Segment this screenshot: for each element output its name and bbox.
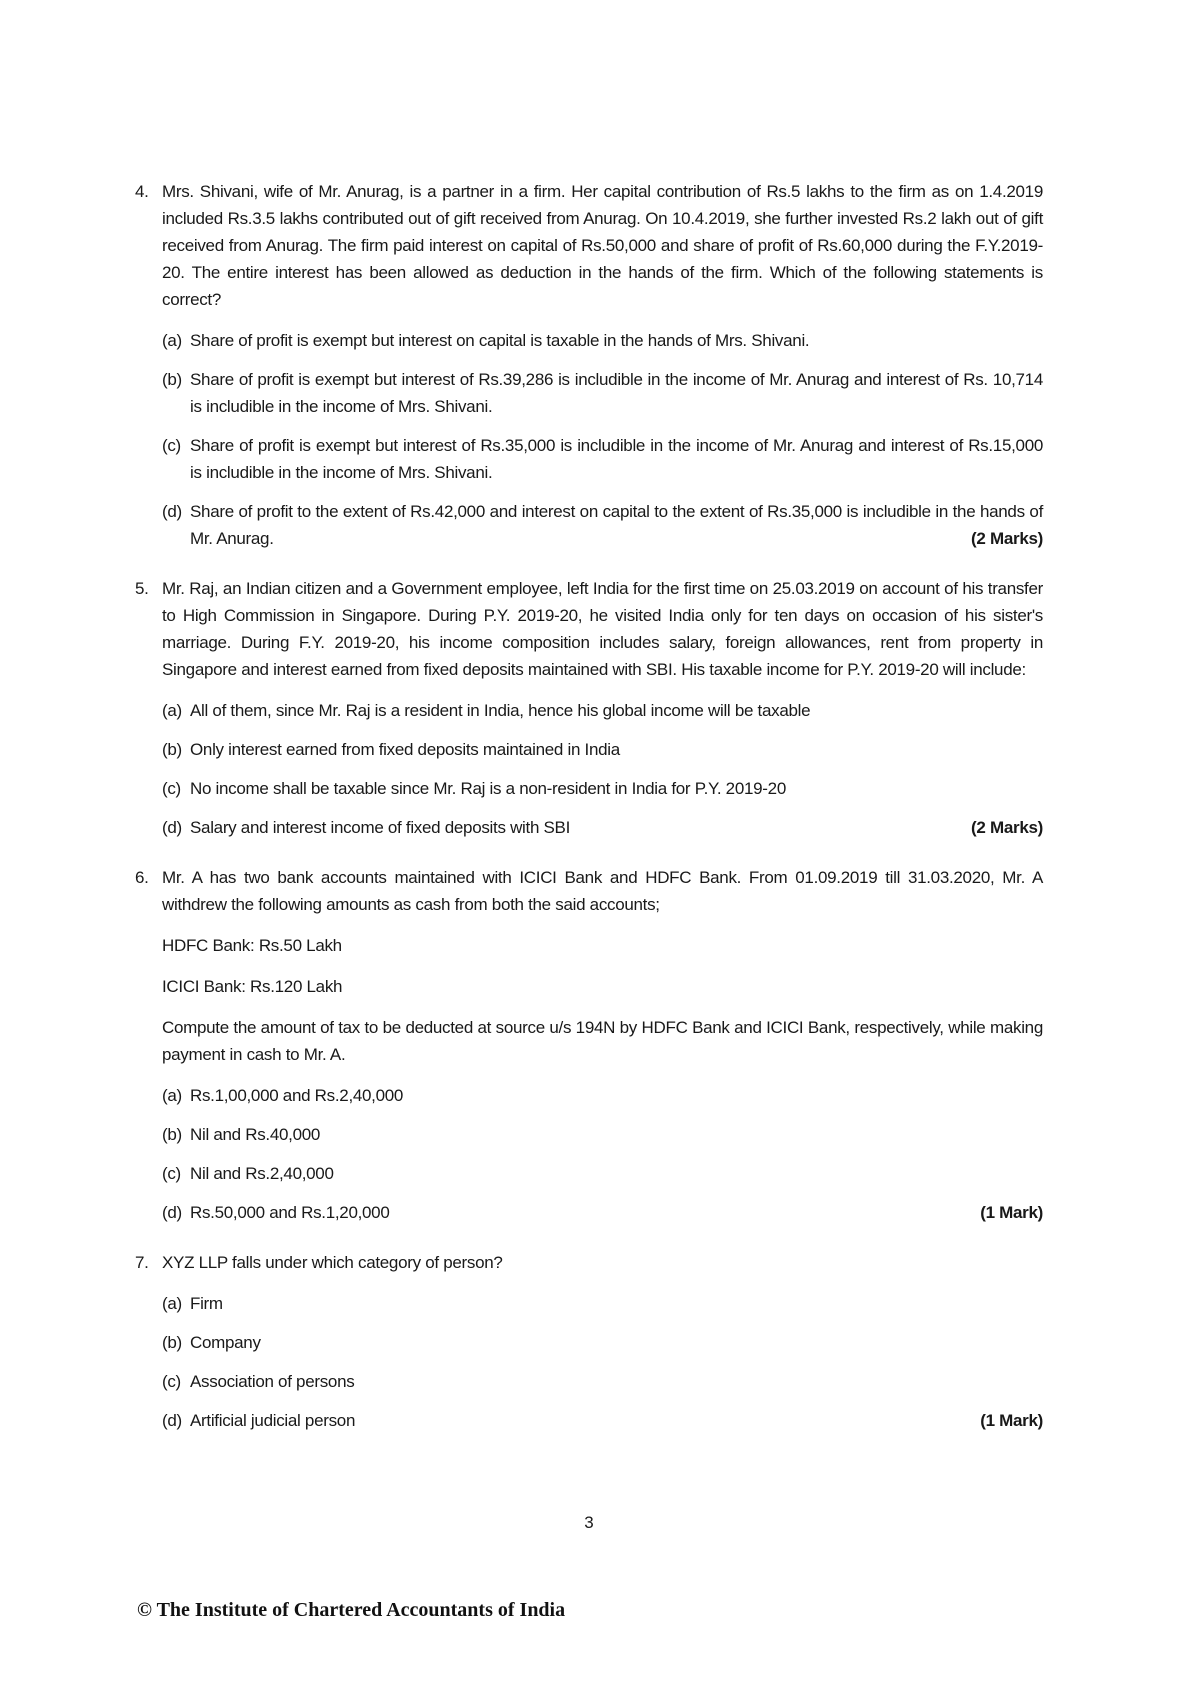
question-number: 5. xyxy=(135,579,149,598)
question-body xyxy=(162,1249,1043,1446)
option-label: (b) xyxy=(162,370,182,389)
question-detail-icici: ICICI Bank: Rs.120 Lakh xyxy=(162,977,343,996)
option-row xyxy=(162,1407,1043,1434)
question-5 xyxy=(135,575,1043,853)
question-4 xyxy=(135,178,1043,564)
option-label: (c) xyxy=(162,436,181,455)
option-text: Association of persons xyxy=(190,1372,355,1391)
option-label: (d) xyxy=(162,818,182,837)
question-body xyxy=(162,575,1043,853)
question-6 xyxy=(135,864,1043,1238)
option-text: Nil and Rs.40,000 xyxy=(190,1125,321,1144)
option-row xyxy=(162,736,1043,763)
option-label: (a) xyxy=(162,1086,182,1105)
option-row xyxy=(162,498,1043,552)
option-label: (a) xyxy=(162,1294,182,1313)
option-text: Firm xyxy=(190,1294,223,1313)
questions-area xyxy=(135,178,1043,1457)
option-text: Nil and Rs.2,40,000 xyxy=(190,1164,334,1183)
option-row xyxy=(162,432,1043,486)
option-label: (c) xyxy=(162,1372,181,1391)
option-row xyxy=(162,1199,1043,1226)
marks-label: (2 Marks) xyxy=(971,529,1043,548)
option-row xyxy=(162,327,1043,354)
option-label: (b) xyxy=(162,1125,182,1144)
option-row xyxy=(162,775,1043,802)
option-label: (a) xyxy=(162,331,182,350)
option-text: All of them, since Mr. Raj is a resident in India, hence his global income will be taxable xyxy=(190,701,811,720)
marks-label: (2 Marks) xyxy=(971,818,1043,837)
option-row xyxy=(162,697,1043,724)
option-label: (b) xyxy=(162,1333,182,1352)
option-text: Rs.1,00,000 and Rs.2,40,000 xyxy=(190,1086,404,1105)
question-body xyxy=(162,864,1043,1238)
option-text: Rs.50,000 and Rs.1,20,000 xyxy=(190,1203,390,1222)
option-label: (c) xyxy=(162,779,181,798)
option-row xyxy=(162,1160,1043,1187)
option-row xyxy=(162,1290,1043,1317)
option-row xyxy=(162,814,1043,841)
option-text: No income shall be taxable since Mr. Raj is a non-resident in India for P.Y. 2019-20 xyxy=(190,779,786,798)
marks-label: (1 Mark) xyxy=(980,1203,1043,1222)
option-text: Share of profit is exempt but interest of Rs.35,000 is includible in the income of Mr. Anurag and interest of Rs.15,000 is includible in the income of Mrs. Shivani. xyxy=(190,436,1043,482)
option-text: Salary and interest income of fixed deposits with SBI xyxy=(190,818,571,837)
marks-label: (1 Mark) xyxy=(980,1411,1043,1430)
option-row xyxy=(162,1329,1043,1356)
option-text: Share of profit is exempt but interest of Rs.39,286 is includible in the income of Mr. Anurag and interest of Rs. 10,714 is includible in the income of Mrs. Shivani. xyxy=(190,370,1043,416)
option-label: (d) xyxy=(162,1411,182,1430)
option-text: Company xyxy=(190,1333,261,1352)
option-label: (d) xyxy=(162,502,182,521)
question-number: 7. xyxy=(135,1253,149,1272)
question-text: XYZ LLP falls under which category of person? xyxy=(162,1253,503,1272)
question-text: Mr. Raj, an Indian citizen and a Government employee, left India for the first time on 25.03.2019 on account of his transfer to High Commission in Singapore. During P.Y. 2019-20, he visited India only for ten days on occasion of his sister's marriage. During F.Y. 2019-20, his income composition includes salary, foreign allowances, rent from property in Singapore and interest earned from fixed deposits maintained with SBI. His taxable income for P.Y. 2019-20 will include: xyxy=(162,579,1043,679)
option-label: (a) xyxy=(162,701,182,720)
option-text: Artificial judicial person xyxy=(190,1411,356,1430)
option-row xyxy=(162,1368,1043,1395)
option-text: Only interest earned from fixed deposits maintained in India xyxy=(190,740,620,759)
option-label: (d) xyxy=(162,1203,182,1222)
question-instruction: Compute the amount of tax to be deducted at source u/s 194N by HDFC Bank and ICICI Bank, respectively, while making payment in cash to Mr. A. xyxy=(162,1018,1043,1064)
question-number: 6. xyxy=(135,868,149,887)
question-text: Mrs. Shivani, wife of Mr. Anurag, is a partner in a firm. Her capital contribution of Rs.5 lakhs to the firm as on 1.4.2019 included Rs.3.5 lakhs contributed out of gift received from Anurag. On 10.4.2019, she further invested Rs.2 lakh out of gift received from Anurag. The firm paid interest on capital of Rs.50,000 and share of profit of Rs.60,000 during the F.Y.2019-20. The entire interest has been allowed as deduction in the hands of the firm. Which of the following statements is correct? xyxy=(162,182,1043,309)
question-text: Mr. A has two bank accounts maintained with ICICI Bank and HDFC Bank. From 01.09.2019 till 31.03.2020, Mr. A withdrew the following amounts as cash from both the said accounts; xyxy=(162,868,1043,914)
option-row xyxy=(162,1082,1043,1109)
question-detail-hdfc: HDFC Bank: Rs.50 Lakh xyxy=(162,936,342,955)
question-number: 4. xyxy=(135,182,149,201)
option-label: (b) xyxy=(162,740,182,759)
question-body xyxy=(162,178,1043,564)
copyright-footer: © The Institute of Chartered Accountants of India xyxy=(137,1599,566,1621)
option-row xyxy=(162,366,1043,420)
option-text: Share of profit to the extent of Rs.42,000 and interest on capital to the extent of Rs.35,000 is includible in the hands of Mr. Anurag. xyxy=(190,502,1043,548)
option-label: (c) xyxy=(162,1164,181,1183)
option-row xyxy=(162,1121,1043,1148)
question-7 xyxy=(135,1249,1043,1446)
page-number: 3 xyxy=(584,1513,594,1532)
option-text: Share of profit is exempt but interest on capital is taxable in the hands of Mrs. Shivani. xyxy=(190,331,810,350)
